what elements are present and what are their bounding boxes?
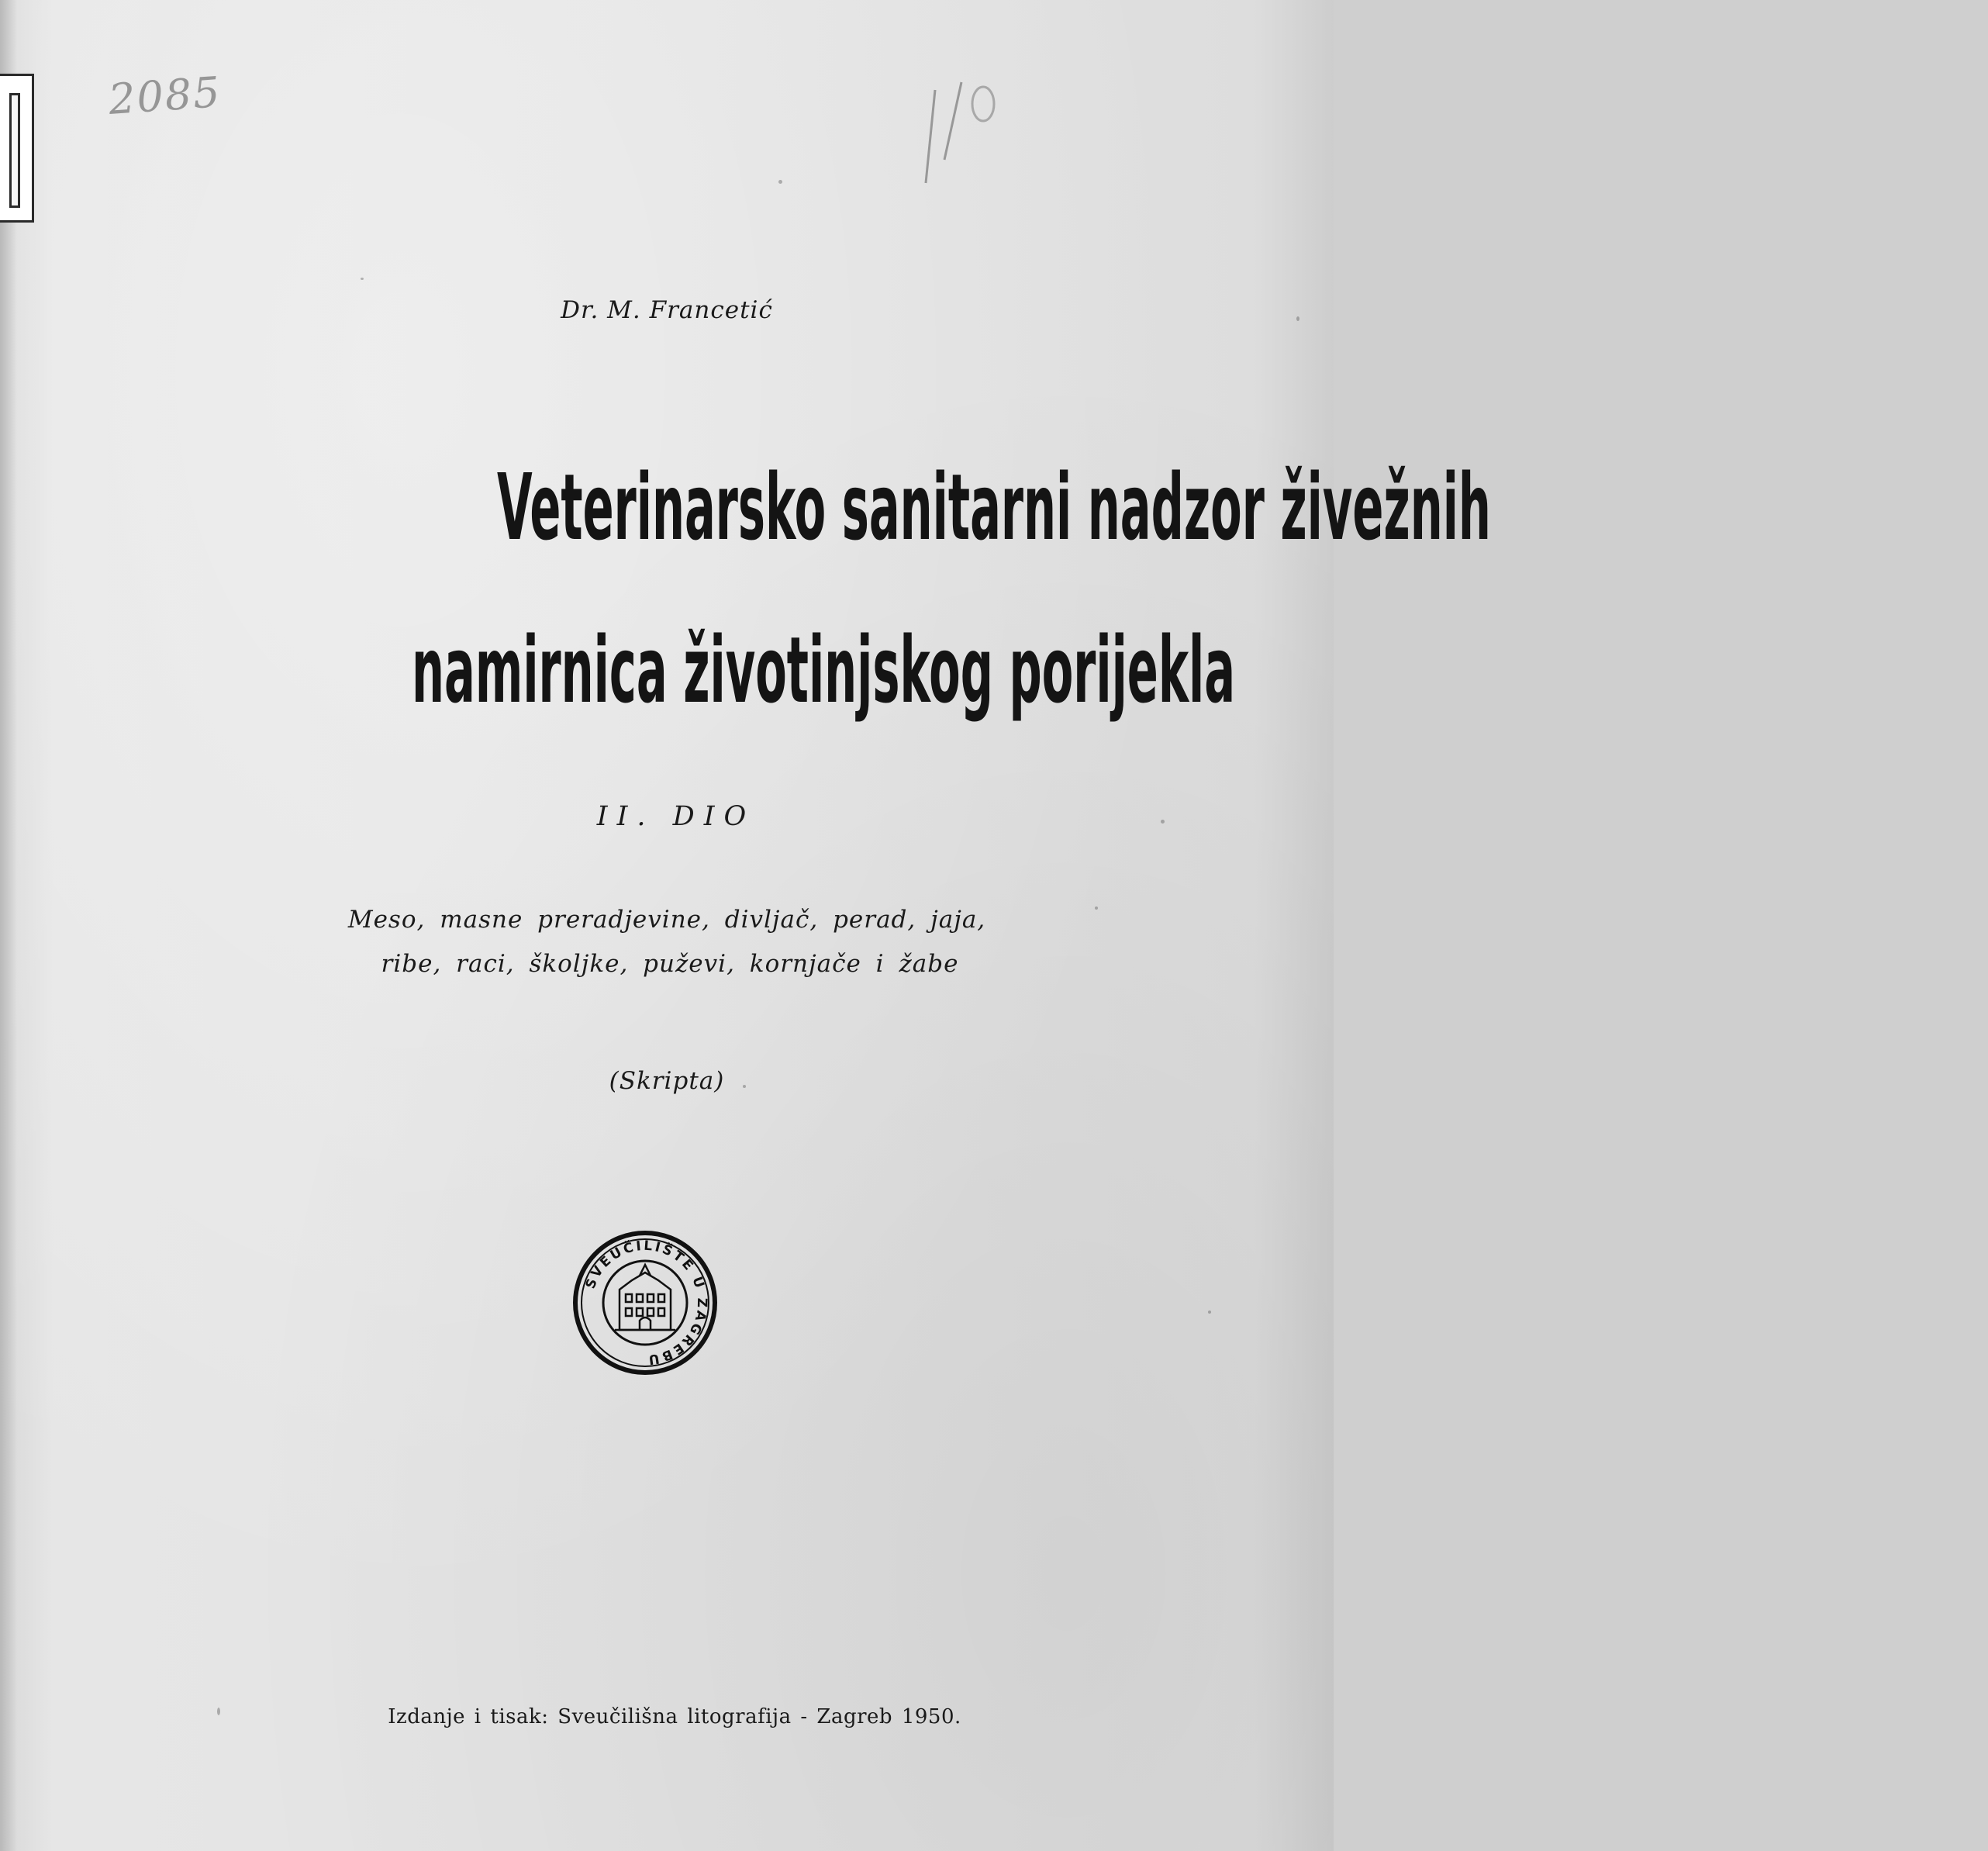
paper-speck <box>778 180 782 184</box>
paper-speck <box>1161 820 1165 824</box>
title-line-2: namirnica životinjskog porijekla <box>412 616 1236 723</box>
author-name: Dr. M. Francetić <box>561 296 773 324</box>
university-seal-icon <box>571 1229 719 1376</box>
pencil-mark-icon <box>921 74 1006 191</box>
paper-speck <box>361 278 364 280</box>
paper-speck <box>1208 1311 1211 1314</box>
paper-speck <box>743 1085 746 1088</box>
paper-speck <box>217 1708 220 1715</box>
title-line-1: Veterinarsko sanitarni nadzor živežnih <box>496 454 1491 561</box>
svg-text:SVEUČILIŠTE U ZAGREBU <box>583 1238 709 1367</box>
publisher-imprint: Izdanje i tisak: Sveučilišna litografija - Zagreb 1950. <box>388 1705 961 1728</box>
paper-speck <box>1296 316 1299 321</box>
library-spine-label <box>0 74 34 223</box>
spine-label-inner <box>9 93 20 208</box>
subtitle-line-2: ribe, raci, školjke, puževi, kornjače i žabe <box>381 950 959 978</box>
subtitle-line-1: Meso, masne preradjevine, divljač, perad, jaja, <box>347 906 986 934</box>
seal-building-icon <box>615 1265 675 1330</box>
handwritten-catalog-number: 2085 <box>106 67 223 124</box>
document-type-note: (Skripta) <box>609 1067 725 1095</box>
part-number: II. DIO <box>596 801 756 832</box>
seal-text: SVEUČILIŠTE U ZAGREBU <box>582 1238 710 1368</box>
paper-speck <box>1095 907 1098 910</box>
